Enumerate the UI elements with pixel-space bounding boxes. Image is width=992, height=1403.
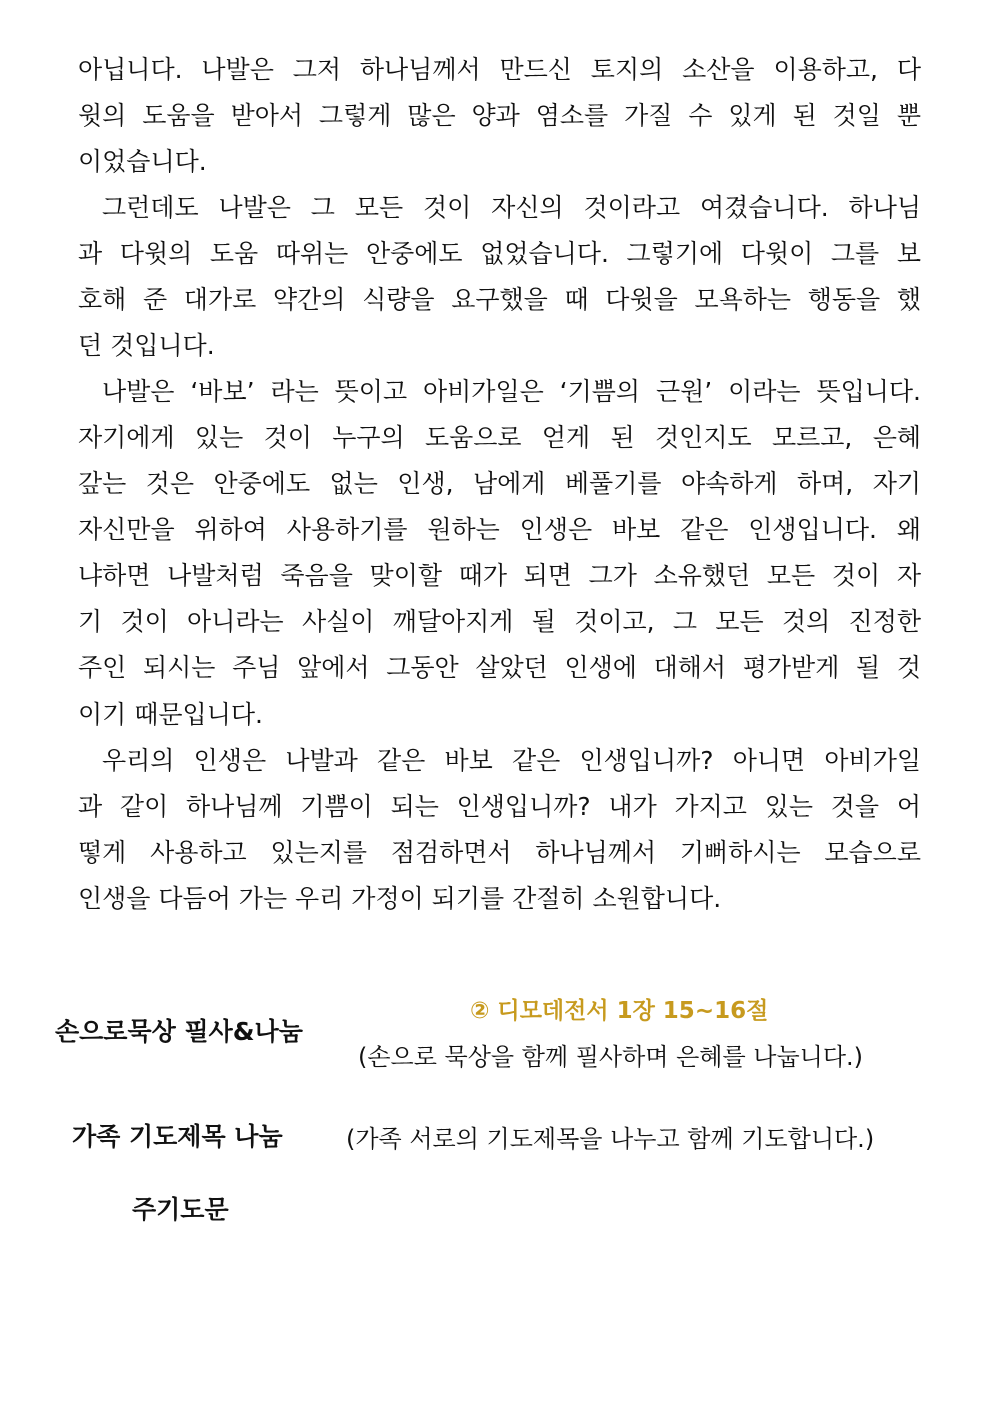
text-line: 우리의 인생은 나발과 같은 바보 같은 인생입니까? 아니면 아비가일 <box>102 746 921 775</box>
text-line: 냐하면 나발처럼 죽음을 맞이할 때가 되면 그가 소유했던 모든 것이 자 <box>78 561 921 590</box>
text-line: 기 것이 아니라는 사실이 깨달아지게 될 것이고, 그 모든 것의 진정한 <box>78 607 921 636</box>
text-line: 자기에게 있는 것이 누구의 도움으로 얻게 된 것인지도 모르고, 은혜 <box>78 423 921 452</box>
text-line: 과 다윗의 도움 따위는 안중에도 없었습니다. 그렇기에 다윗이 그를 보 <box>78 239 921 268</box>
text-line: 그런데도 나발은 그 모든 것이 자신의 것이라고 여겼습니다. 하나님 <box>102 193 921 222</box>
prayer-share-label: 가족 기도제목 나눔 <box>72 1122 283 1151</box>
text-line: 인생을 다듬어 가는 우리 가정이 되기를 간절히 소원합니다. <box>78 884 722 913</box>
text-line: 갚는 것은 안중에도 없는 인생, 남에게 베풀기를 야속하게 하며, 자기 <box>78 469 921 498</box>
text-line: 윗의 도움을 받아서 그렇게 많은 양과 염소를 가질 수 있게 된 것일 뿐 <box>78 101 921 130</box>
text-line: 이기 때문입니다. <box>78 700 263 729</box>
handwriting-label: 손으로묵상 필사&나눔 <box>55 1017 303 1046</box>
lords-prayer-label: 주기도문 <box>132 1195 229 1224</box>
handwriting-description: (손으로 묵상을 함께 필사하며 은혜를 나눕니다.) <box>358 1043 863 1071</box>
prayer-share-description: (가족 서로의 기도제목을 나누고 함께 기도합니다.) <box>346 1125 875 1153</box>
verse-reference: ② 디모데전서 1장 15~16절 <box>470 998 769 1024</box>
text-line: 이었습니다. <box>78 147 207 176</box>
text-line: 과 같이 하나님께 기쁨이 되는 인생입니까? 내가 가지고 있는 것을 어 <box>78 792 921 821</box>
text-line: 떻게 사용하고 있는지를 점검하면서 하나님께서 기뻐하시는 모습으로 <box>78 838 921 867</box>
text-line: 나발은 ‘바보’ 라는 뜻이고 아비가일은 ‘기쁨의 근원’ 이라는 뜻입니다. <box>102 377 921 406</box>
text-line: 아닙니다. 나발은 그저 하나님께서 만드신 토지의 소산을 이용하고, 다 <box>78 55 921 84</box>
text-line: 던 것입니다. <box>78 331 215 360</box>
text-line: 주인 되시는 주님 앞에서 그동안 살았던 인생에 대해서 평가받게 될 것 <box>78 653 921 682</box>
text-line: 호해 준 대가로 약간의 식량을 요구했을 때 다윗을 모욕하는 행동을 했 <box>78 285 921 314</box>
text-line: 자신만을 위하여 사용하기를 원하는 인생은 바보 같은 인생입니다. 왜 <box>78 515 921 544</box>
